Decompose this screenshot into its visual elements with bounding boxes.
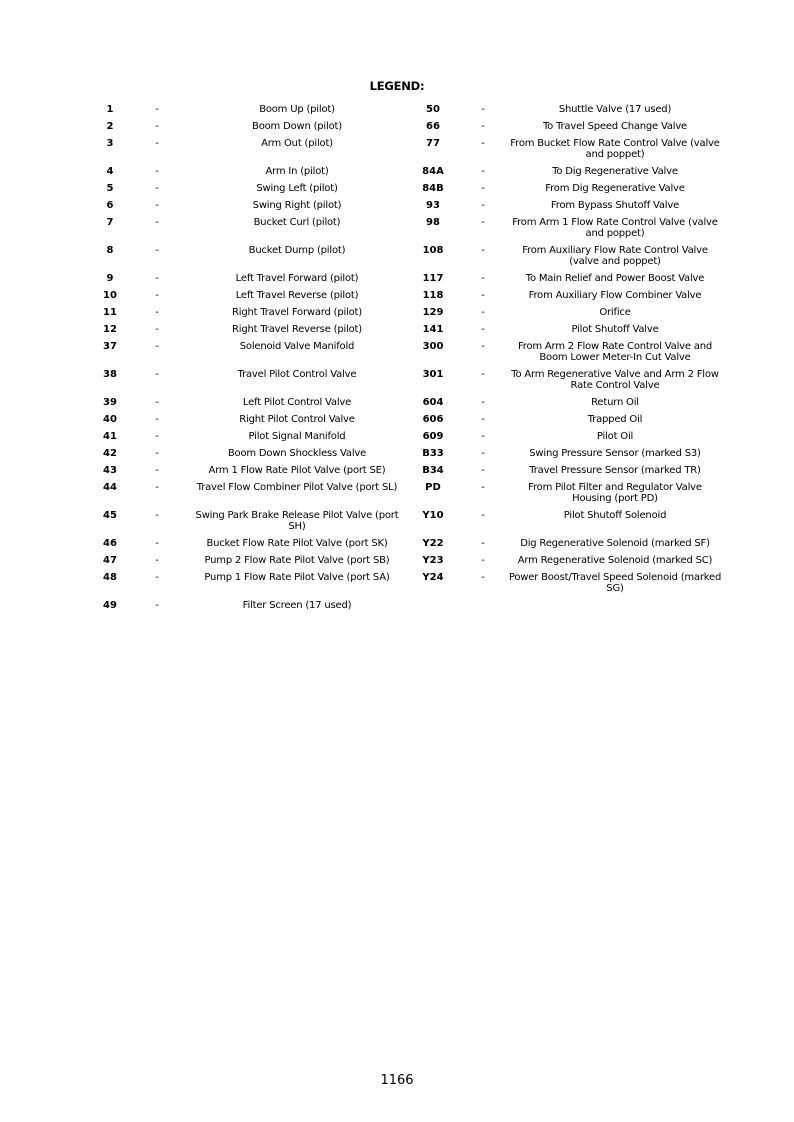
legend-left-dash: -: [155, 200, 159, 211]
legend-right-description: Pilot Oil: [596, 431, 634, 442]
legend-right-description: Travel Pressure Sensor (marked TR): [529, 465, 701, 476]
legend-right-number: 77: [426, 138, 440, 149]
legend-right-number: 301: [422, 369, 444, 380]
legend-right-dash: -: [481, 138, 485, 149]
legend-right-number: 84B: [422, 183, 444, 194]
legend-left-description: Pilot Signal Manifold: [248, 431, 346, 442]
legend-left-dash: -: [155, 397, 159, 408]
legend-left-dash: -: [155, 482, 159, 493]
legend-left-description: Left Travel Forward (pilot): [235, 273, 359, 284]
legend-row: [92, 218, 722, 239]
legend-right-dash: -: [481, 307, 485, 318]
legend-left-number: 2: [106, 121, 114, 132]
legend-right-description: Return Oil: [591, 397, 639, 408]
legend-left-number: 11: [103, 307, 117, 318]
legend-left-description: Pump 2 Flow Rate Pilot Valve (port SB): [204, 555, 390, 566]
legend-row: [92, 342, 722, 363]
legend-right-description: From Pilot Filter and Regulator Valve Housing (port PD): [528, 482, 702, 504]
legend-right-number: 129: [422, 307, 444, 318]
legend-right-dash: -: [481, 572, 485, 583]
legend-left-description: Bucket Curl (pilot): [253, 217, 341, 228]
legend-right-number: 117: [422, 273, 444, 284]
legend-left-dash: -: [155, 166, 159, 177]
legend-left-number: 6: [106, 200, 114, 211]
legend-left-dash: -: [155, 600, 159, 611]
legend-left-number: 8: [106, 245, 114, 256]
legend-left-dash: -: [155, 217, 159, 228]
legend-row: [92, 167, 722, 178]
legend-left-description: Swing Right (pilot): [252, 200, 342, 211]
legend-left-number: 3: [106, 138, 114, 149]
legend-right-dash: -: [481, 482, 485, 493]
legend-right-description: To Arm Regenerative Valve and Arm 2 Flow Rate Control Valve: [511, 369, 719, 391]
legend-left-description: Travel Pilot Control Valve: [237, 369, 357, 380]
legend-left-dash: -: [155, 121, 159, 132]
legend-left-dash: -: [155, 431, 159, 442]
legend-right-description: From Auxiliary Flow Combiner Valve: [528, 290, 702, 301]
legend-right-dash: -: [481, 200, 485, 211]
legend-left-description: Boom Up (pilot): [259, 104, 335, 115]
legend-right-dash: -: [481, 538, 485, 549]
legend-row: [92, 325, 722, 336]
legend-left-number: 42: [103, 448, 117, 459]
legend-right-description: To Main Relief and Power Boost Valve: [525, 273, 705, 284]
legend-left-description: Left Pilot Control Valve: [242, 397, 352, 408]
legend-right-description: From Arm 1 Flow Rate Control Valve (valve and poppet): [512, 217, 718, 239]
legend-left-dash: -: [155, 465, 159, 476]
legend-right-number: 66: [426, 121, 440, 132]
legend-row: [92, 398, 722, 409]
legend-right-number: Y23: [422, 555, 444, 566]
legend-left-description: Boom Down (pilot): [252, 121, 342, 132]
legend-left-description: Right Travel Reverse (pilot): [232, 324, 362, 335]
legend-left-description: Pump 1 Flow Rate Pilot Valve (port SA): [204, 572, 390, 583]
legend-row: [92, 308, 722, 319]
legend-left-dash: -: [155, 138, 159, 149]
legend-right-number: B33: [422, 448, 444, 459]
legend-left-dash: -: [155, 104, 159, 115]
legend-right-number: Y10: [422, 510, 444, 521]
legend-left-dash: -: [155, 448, 159, 459]
legend-left-description: Right Travel Forward (pilot): [232, 307, 362, 318]
legend-right-dash: -: [481, 217, 485, 228]
legend-row: [92, 291, 722, 302]
legend-right-number: 118: [422, 290, 444, 301]
legend-left-description: Right Pilot Control Valve: [239, 414, 355, 425]
legend-row: [92, 201, 722, 212]
legend-left-description: Bucket Flow Rate Pilot Valve (port SK): [206, 538, 388, 549]
legend-right-dash: -: [481, 104, 485, 115]
legend-left-number: 4: [106, 166, 114, 177]
legend-left-description: Bucket Dump (pilot): [248, 245, 346, 256]
legend-left-number: 49: [103, 600, 117, 611]
legend-row: [92, 105, 722, 116]
legend-left-dash: -: [155, 510, 159, 521]
legend-left-dash: -: [155, 273, 159, 284]
legend-right-description: Orifice: [599, 307, 631, 318]
legend-left-description: Arm 1 Flow Rate Pilot Valve (port SE): [208, 465, 386, 476]
legend-left-number: 40: [103, 414, 117, 425]
legend-left-number: 1: [106, 104, 114, 115]
legend-right-description: Pilot Shutoff Valve: [571, 324, 659, 335]
legend-row: [92, 573, 722, 594]
legend-left-description: Filter Screen (17 used): [242, 600, 352, 611]
legend-right-dash: -: [481, 183, 485, 194]
legend-right-number: 609: [422, 431, 444, 442]
legend-right-description: From Bucket Flow Rate Control Valve (valve and poppet): [510, 138, 720, 160]
legend-right-description: From Arm 2 Flow Rate Control Valve and Boom Lower Meter-In Cut Valve: [517, 341, 713, 363]
legend-left-number: 37: [103, 341, 117, 352]
legend-right-dash: -: [481, 166, 485, 177]
legend-title: LEGEND:: [369, 79, 425, 93]
legend-right-description: Arm Regenerative Solenoid (marked SC): [517, 555, 713, 566]
legend-left-dash: -: [155, 538, 159, 549]
legend-right-number: 604: [422, 397, 444, 408]
legend-left-dash: -: [155, 341, 159, 352]
legend-left-number: 38: [103, 369, 117, 380]
legend-right-number: 300: [422, 341, 444, 352]
legend-row: [92, 556, 722, 567]
legend-row: [92, 601, 722, 612]
legend-left-number: 39: [103, 397, 117, 408]
legend-row: [92, 370, 722, 391]
legend-left-number: 7: [106, 217, 114, 228]
legend-right-dash: -: [481, 510, 485, 521]
legend-right-number: 108: [422, 245, 444, 256]
legend-right-number: PD: [425, 482, 441, 493]
legend-left-number: 46: [103, 538, 117, 549]
legend-right-dash: -: [481, 448, 485, 459]
legend-right-description: Pilot Shutoff Solenoid: [563, 510, 667, 521]
legend-left-dash: -: [155, 414, 159, 425]
legend-row: [92, 139, 722, 160]
legend-left-dash: -: [155, 290, 159, 301]
legend-right-dash: -: [481, 290, 485, 301]
legend-left-description: Arm In (pilot): [265, 166, 329, 177]
legend-right-description: Dig Regenerative Solenoid (marked SF): [520, 538, 710, 549]
legend-right-dash: -: [481, 555, 485, 566]
legend-table: [92, 105, 722, 618]
legend-row: [92, 274, 722, 285]
legend-row: [92, 432, 722, 443]
legend-left-number: 41: [103, 431, 117, 442]
legend-left-number: 10: [103, 290, 117, 301]
legend-right-dash: -: [481, 324, 485, 335]
legend-right-dash: -: [481, 273, 485, 284]
legend-right-dash: -: [481, 414, 485, 425]
legend-left-description: Solenoid Valve Manifold: [239, 341, 355, 352]
legend-right-number: 606: [422, 414, 444, 425]
legend-right-number: B34: [422, 465, 444, 476]
legend-left-description: Left Travel Reverse (pilot): [235, 290, 359, 301]
legend-right-description: From Bypass Shutoff Valve: [550, 200, 680, 211]
legend-right-description: Swing Pressure Sensor (marked S3): [529, 448, 701, 459]
legend-left-number: 45: [103, 510, 117, 521]
legend-right-number: Y22: [422, 538, 444, 549]
legend-row: [92, 415, 722, 426]
legend-row: [92, 539, 722, 550]
legend-left-description: Swing Left (pilot): [256, 183, 338, 194]
page-number: 1166: [380, 1073, 414, 1088]
legend-row: [92, 466, 722, 477]
legend-left-dash: -: [155, 324, 159, 335]
legend-right-description: Power Boost/Travel Speed Solenoid (marked SG): [508, 572, 722, 594]
legend-left-dash: -: [155, 572, 159, 583]
legend-right-number: 93: [426, 200, 440, 211]
legend-left-number: 5: [106, 183, 114, 194]
legend-left-dash: -: [155, 369, 159, 380]
legend-left-dash: -: [155, 307, 159, 318]
legend-right-dash: -: [481, 431, 485, 442]
legend-right-number: Y24: [422, 572, 444, 583]
legend-right-number: 50: [426, 104, 440, 115]
legend-row: [92, 511, 722, 532]
legend-left-description: Swing Park Brake Release Pilot Valve (port SH): [195, 510, 399, 532]
legend-row: [92, 184, 722, 195]
legend-row: [92, 122, 722, 133]
legend-right-dash: -: [481, 245, 485, 256]
legend-left-description: Arm Out (pilot): [261, 138, 333, 149]
legend-right-description: From Auxiliary Flow Rate Control Valve (valve and poppet): [522, 245, 708, 267]
legend-left-number: 9: [106, 273, 114, 284]
legend-row: [92, 483, 722, 504]
legend-right-dash: -: [481, 397, 485, 408]
legend-right-number: 141: [422, 324, 444, 335]
legend-right-dash: -: [481, 465, 485, 476]
legend-left-description: Boom Down Shockless Valve: [227, 448, 367, 459]
legend-left-number: 12: [103, 324, 117, 335]
legend-row: [92, 449, 722, 460]
legend-right-description: To Dig Regenerative Valve: [552, 166, 678, 177]
legend-right-number: 84A: [422, 166, 444, 177]
legend-right-description: From Dig Regenerative Valve: [545, 183, 685, 194]
legend-left-dash: -: [155, 245, 159, 256]
legend-right-number: 98: [426, 217, 440, 228]
legend-left-number: 44: [103, 482, 117, 493]
legend-right-description: Trapped Oil: [587, 414, 643, 425]
legend-left-number: 43: [103, 465, 117, 476]
legend-left-number: 48: [103, 572, 117, 583]
legend-left-dash: -: [155, 555, 159, 566]
legend-right-dash: -: [481, 369, 485, 380]
legend-left-number: 47: [103, 555, 117, 566]
legend-right-description: Shuttle Valve (17 used): [558, 104, 672, 115]
legend-right-dash: -: [481, 121, 485, 132]
legend-right-description: To Travel Speed Change Valve: [542, 121, 688, 132]
legend-right-dash: -: [481, 341, 485, 352]
legend-left-description: Travel Flow Combiner Pilot Valve (port SL): [196, 482, 398, 493]
legend-row: [92, 246, 722, 267]
legend-left-dash: -: [155, 183, 159, 194]
